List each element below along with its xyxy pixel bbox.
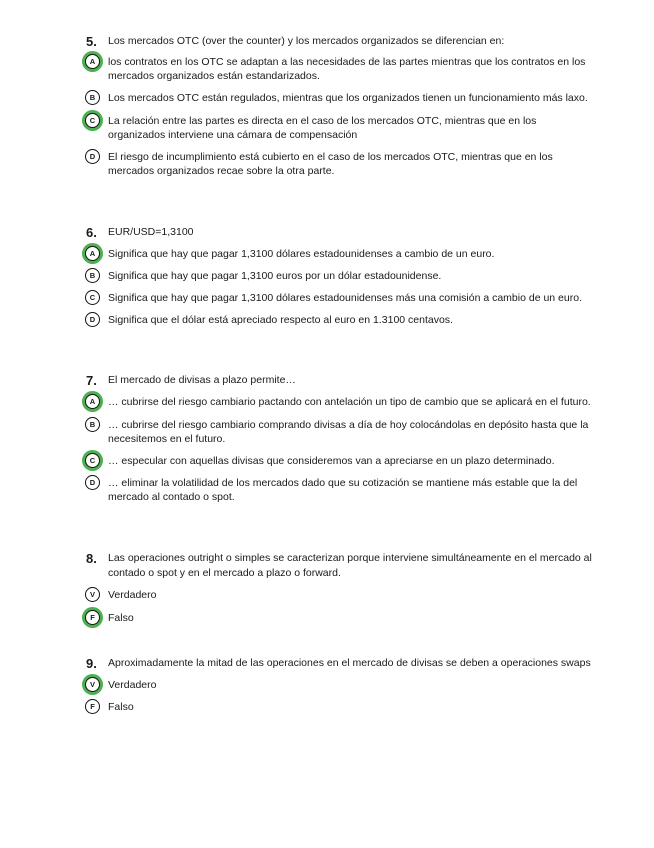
- option-text: … cubrirse del riesgo cambiario comprando divisas a día de hoy colocándolas en depósito hasta que la necesitemos en el futuro.: [108, 419, 589, 445]
- option-bubble[interactable]: D: [85, 149, 100, 164]
- option-b[interactable]: [86, 418, 596, 446]
- question-9: [86, 656, 596, 715]
- option-d[interactable]: [86, 476, 596, 504]
- option-f[interactable]: [86, 700, 596, 715]
- option-c[interactable]: [86, 454, 596, 469]
- option-bubble[interactable]: C: [85, 113, 100, 128]
- option-text: El riesgo de incumplimiento está cubierto en el caso de los mercados OTC, mientras que en los mercados organizados recae sobre la otra parte.: [108, 151, 553, 177]
- option-v[interactable]: [86, 588, 596, 603]
- question-text: El mercado de divisas a plazo permite…: [108, 374, 296, 386]
- option-bubble[interactable]: V: [85, 587, 100, 602]
- option-c[interactable]: [86, 114, 596, 142]
- question-7: [86, 373, 596, 504]
- question-text: EUR/USD=1,3100: [108, 226, 194, 238]
- option-bubble[interactable]: A: [85, 394, 100, 409]
- question-6: [86, 225, 596, 328]
- question-text: Las operaciones outright o simples se caracterizan porque interviene simultáneamente en el mercado al contado o spot y en el mercado a plazo o forward.: [108, 552, 592, 579]
- option-text: … cubrirse del riesgo cambiario pactando con antelación un tipo de cambio que se aplicará en el futuro.: [108, 396, 591, 408]
- option-bubble[interactable]: D: [85, 475, 100, 490]
- option-bubble[interactable]: B: [85, 90, 100, 105]
- question-header: [86, 373, 596, 388]
- option-text: Los mercados OTC están regulados, mientras que los organizados tienen un funcionamiento más laxo.: [108, 92, 588, 104]
- question-8: [86, 551, 596, 626]
- option-b[interactable]: [86, 269, 596, 284]
- option-text: Significa que el dólar está apreciado respecto al euro en 1.3100 centavos.: [108, 314, 453, 326]
- option-bubble[interactable]: F: [85, 610, 100, 625]
- question-5: [86, 34, 596, 178]
- question-number: 9.: [86, 656, 97, 671]
- option-bubble[interactable]: A: [85, 246, 100, 261]
- question-number: 6.: [86, 225, 97, 240]
- question-number: 5.: [86, 34, 97, 49]
- option-bubble[interactable]: C: [85, 290, 100, 305]
- option-text: Verdadero: [108, 679, 157, 691]
- option-bubble[interactable]: F: [85, 699, 100, 714]
- option-d[interactable]: [86, 313, 596, 328]
- question-number: 8.: [86, 551, 97, 566]
- option-d[interactable]: [86, 150, 596, 178]
- question-header: [86, 34, 596, 49]
- option-a[interactable]: [86, 395, 596, 410]
- option-text: … especular con aquellas divisas que consideremos van a apreciarse en un plazo determinado.: [108, 455, 555, 467]
- option-text: Falso: [108, 612, 134, 624]
- option-text: Significa que hay que pagar 1,3100 dólares estadounidenses más una comisión a cambio de un euro.: [108, 292, 582, 304]
- option-text: Falso: [108, 701, 134, 713]
- question-text: Aproximadamente la mitad de las operaciones en el mercado de divisas se deben a operaciones swaps: [108, 657, 591, 669]
- option-text: La relación entre las partes es directa en el caso de los mercados OTC, mientras que en los organizados interviene una cámara de compensación: [108, 115, 537, 141]
- option-bubble[interactable]: V: [85, 677, 100, 692]
- option-text: Significa que hay que pagar 1,3100 dólares estadounidenses a cambio de un euro.: [108, 248, 495, 260]
- question-header: [86, 225, 596, 240]
- question-header: [86, 551, 596, 581]
- option-text: los contratos en los OTC se adaptan a las necesidades de las partes mientras que los contratos en los mercados organizados están estandarizados.: [108, 56, 586, 82]
- option-bubble[interactable]: C: [85, 453, 100, 468]
- option-a[interactable]: [86, 55, 596, 83]
- option-bubble[interactable]: A: [85, 54, 100, 69]
- question-number: 7.: [86, 373, 97, 388]
- option-bubble[interactable]: B: [85, 268, 100, 283]
- option-text: Significa que hay que pagar 1,3100 euros por un dólar estadounidense.: [108, 270, 442, 282]
- option-v[interactable]: [86, 678, 596, 693]
- question-text: Los mercados OTC (over the counter) y los mercados organizados se diferencian en:: [108, 35, 505, 47]
- option-text: … eliminar la volatilidad de los mercados dado que su cotización se mantiene más estable que la del mercado al contado o spot.: [108, 477, 578, 503]
- option-c[interactable]: [86, 291, 596, 306]
- option-bubble[interactable]: B: [85, 417, 100, 432]
- question-header: [86, 656, 596, 671]
- option-a[interactable]: [86, 247, 596, 262]
- option-text: Verdadero: [108, 589, 157, 601]
- option-b[interactable]: [86, 91, 596, 106]
- option-bubble[interactable]: D: [85, 312, 100, 327]
- option-f[interactable]: [86, 611, 596, 626]
